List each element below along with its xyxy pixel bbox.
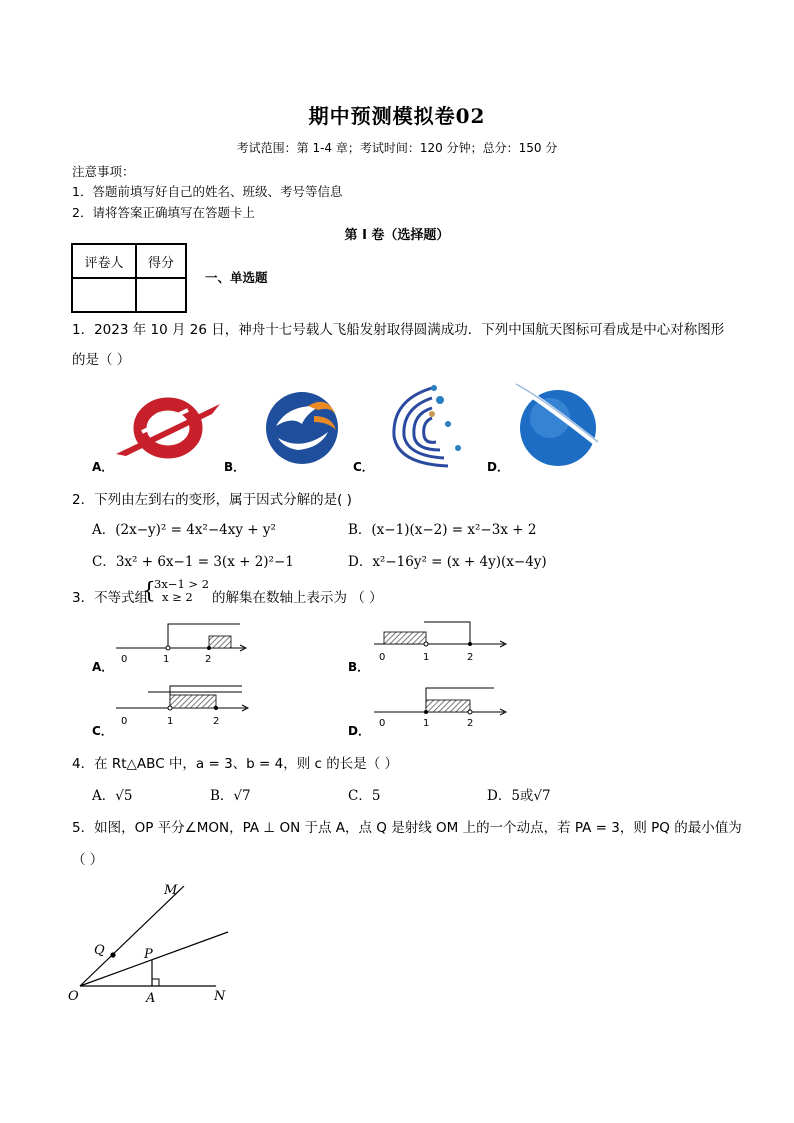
q3-numberline-a (112, 618, 252, 666)
ray-op (80, 932, 228, 986)
tick-0: 0 (379, 718, 386, 729)
tick-1: 1 (167, 716, 174, 727)
q5-stem-line1: 5．如图，OP 平分∠MON，PA ⊥ ON 于点 A，点 Q 是射线 OM 上的一个动点，若 PA = 3，则 PQ 的最小值为 (72, 820, 742, 836)
label-o: O (68, 989, 79, 1004)
q4-option-c: C．5 (348, 788, 381, 804)
q2-stem: 2．下列由左到右的变形，属于因式分解的是( ) (72, 492, 352, 508)
exam-info: 考试范围：第 1-4 章；考试时间：120 分钟；总分：150 分 (236, 141, 558, 155)
q1-stem-line2: 的是（ ） (72, 352, 131, 368)
part-title: 一、单选题 (205, 270, 268, 285)
q3-system-line1: 3x−1 > 2 (154, 577, 210, 591)
label-a: A (146, 991, 156, 1006)
q3-option-d-label: D． (348, 724, 370, 738)
score-header: 得分 (136, 244, 186, 278)
tick-2: 2 (467, 652, 474, 663)
logo-a-image (112, 392, 224, 462)
notes-heading: 注意事项： (72, 164, 135, 179)
right-angle-mark (152, 979, 159, 986)
q5-stem-line2: （ ） (72, 852, 104, 868)
q2-option-c: C．3x² + 6x−1 = 3(x + 2)²−1 (92, 554, 294, 570)
q3-numberline-c (112, 684, 252, 730)
q1-option-a-label: A． (92, 460, 114, 474)
q1-option-c-label: C． (353, 460, 374, 474)
q4-stem: 4．在 Rt△ABC 中，a = 3、b = 4，则 c 的长是（ ） (72, 756, 399, 772)
logo-d-image (514, 380, 604, 470)
q3-numberline-d (370, 684, 510, 730)
logo-c-image (388, 380, 470, 470)
tick-0: 0 (121, 654, 128, 665)
logo-b-image (258, 386, 346, 468)
tick-0: 0 (121, 716, 128, 727)
q5-geometry-figure (66, 874, 246, 1010)
q2-option-d: D．x²−16y² = (x + 4y)(x−4y) (348, 554, 547, 570)
label-p: P (144, 947, 153, 962)
q4-option-d: D．5或√7 (487, 788, 551, 804)
grader-cell (72, 278, 136, 312)
q3-system-line2: x ≥ 2 (162, 590, 193, 604)
q1-stem-line1: 1．2023 年 10 月 26 日，神舟十七号载人飞船发射取得圆满成功．下列中国航天图标可看成是中心对称图形 (72, 322, 725, 338)
grader-header: 评卷人 (72, 244, 136, 278)
ray-om (80, 886, 184, 986)
q4-option-a: A．√5 (92, 788, 133, 804)
q3-brace: { (142, 579, 156, 604)
q3-option-a-label: A． (92, 660, 114, 674)
tick-2: 2 (213, 716, 220, 727)
score-cell (136, 278, 186, 312)
q3-numberline-b (370, 618, 510, 666)
label-q: Q (94, 943, 105, 958)
q3-stem-pre: 3．不等式组 (72, 590, 149, 606)
page-title: 期中预测模拟卷02 (308, 104, 486, 128)
tick-2: 2 (467, 718, 474, 729)
tick-1: 1 (423, 652, 430, 663)
tick-1: 1 (423, 718, 430, 729)
q4-option-b: B．√7 (210, 788, 251, 804)
q3-stem-post: 的解集在数轴上表示为 （ ） (212, 590, 383, 606)
score-table (71, 243, 187, 313)
label-m: M (164, 883, 178, 898)
q3-option-b-label: B． (348, 660, 370, 674)
q1-option-d-label: D． (487, 460, 509, 474)
tick-0: 0 (379, 652, 386, 663)
label-n: N (214, 989, 226, 1004)
q2-option-a: A．(2x−y)² = 4x²−4xy + y² (92, 522, 276, 538)
q3-system (154, 578, 209, 604)
q2-option-b: B．(x−1)(x−2) = x²−3x + 2 (348, 522, 537, 538)
section-title: 第 I 卷（选择题） (344, 228, 450, 243)
q1-option-b-label: B． (224, 460, 246, 474)
tick-2: 2 (205, 654, 212, 665)
point-q (110, 952, 115, 957)
q3-option-c-label: C． (92, 724, 113, 738)
tick-1: 1 (163, 654, 170, 665)
note-item-2: 2．请将答案正确填写在答题卡上 (72, 205, 255, 220)
note-item-1: 1．答题前填写好自己的姓名、班级、考号等信息 (72, 184, 343, 199)
